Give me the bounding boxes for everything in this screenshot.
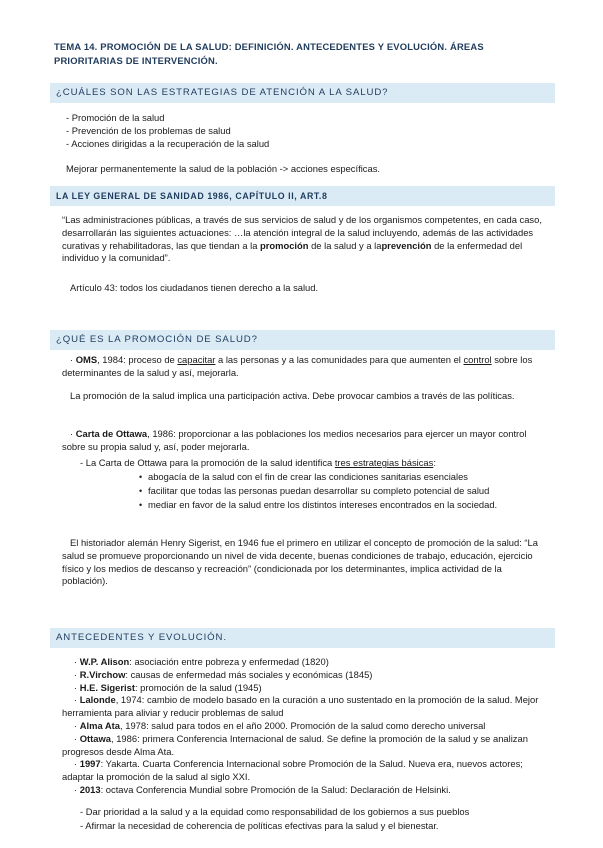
helsinki-point-2: - Afirmar la necesidad de coherencia de políticas efectivas para la salud y el bienestar. — [80, 820, 439, 831]
antecedentes-list — [62, 656, 552, 797]
section-heading-antecedentes: ANTECEDENTES Y EVOLUCIÓN. — [50, 628, 555, 648]
document-title: TEMA 14. PROMOCIÓN DE LA SALUD: DEFINICIÓN. ANTECEDENTES Y EVOLUCIÓN. ÁREAS PRIORITARIAS DE INTERVENCIÓN. — [54, 41, 484, 66]
list-item: - Promoción de la salud — [66, 112, 165, 123]
bullet-icon: • — [139, 472, 143, 482]
section-heading-ley-sanidad: LA LEY GENERAL DE SANIDAD 1986, CAPÍTULO II, ART.8 — [50, 186, 555, 206]
list-item: · H.E. Sigerist: promoción de la salud (1945) — [74, 681, 262, 693]
bullet-icon: • — [139, 500, 143, 510]
oms-definition: · OMS, 1984: proceso de capacitar a las personas y a las comunidades para que aumenten el control sobre los determinantes de la salud y así, mejorarla. — [62, 354, 533, 378]
ottawa-strategies-intro: - La Carta de Ottawa para la promoción de la salud identifica tres estrategias básicas: — [80, 457, 436, 468]
list-item: · Alma Ata, 1978: salud para todos en el año 2000. Promoción de la salud como derecho universal — [74, 719, 486, 731]
participacion-text: La promoción de la salud implica una participación activa. Debe provocar cambios a través de las políticas. — [70, 390, 515, 401]
helsinki-point-1: - Dar prioridad a la salud y a la equidad como responsabilidad de los gobiernos a sus pueblos — [80, 806, 470, 817]
section-heading-estrategias: ¿CUÁLES SON LAS ESTRATEGIAS DE ATENCIÓN A LA SALUD? — [50, 83, 555, 103]
list-item: · 1997: Yakarta. Cuarta Conferencia Internacional sobre Promoción de la Salud. Nueva era, nuevos actores; adaptar la promoción de la salud al siglo XXI. — [62, 758, 523, 783]
list-item: · R.Virchow: causas de enfermedad más sociales y económicas (1845) — [74, 668, 373, 680]
list-item: · 2013: octava Conferencia Mundial sobre Promoción de la Salud: Declaración de Helsinki. — [74, 783, 451, 795]
section-heading-promocion: ¿QUÉ ES LA PROMOCIÓN DE SALUD? — [50, 330, 555, 350]
ottawa-definition: · Carta de Ottawa, 1986: proporcionar a las poblaciones los medios necesarios para ejercer un mayor control sobre su propia salud y, así, poder mejorarla. — [62, 428, 527, 452]
list-item: · Lalonde, 1974: cambio de modelo basado en la curación a uno sustentado en la promoción de la salud. Mejor herramienta para aliviar y reducir problemas de salud — [62, 694, 539, 719]
list-item: • abogacía de la salud con el fin de crear las condiciones sanitarias esenciales — [139, 471, 468, 482]
list-item: · Ottawa, 1986: primera Conferencia Internacional de salud. Se define la promoción de la salud y se analizan progresos desde Alma Ata. — [62, 732, 528, 757]
bullet-icon: • — [139, 486, 143, 496]
sigerist-text: El historiador alemán Henry Sigerist, en 1946 fue el primero en utilizar el concepto de promoción de la salud: “La salud se promueve proporcionando un nivel de vida decente, buenas condiciones de trabajo, educación, ejercicio físico y los medios de descanso y recreación” (condicionada por los determinantes, implica actividad de la población). — [62, 537, 538, 587]
ley-quote: “Las administraciones públicas, a través de sus servicios de salud y de los organismos competentes, en cada caso, desarrollarán las siguientes actuaciones: …la atención integral de la salud incluyendo, además de las actividades curativas y rehabilitadoras, las que tiendan a la promoción de la salud y a laprevención de la enfermedad del individuo y la comunidad”. — [62, 214, 542, 264]
list-item: • facilitar que todas las personas puedan desarrollar su completo potencial de salud — [139, 485, 490, 496]
estrategias-list — [66, 112, 546, 150]
estrategias-summary: Mejorar permanentemente la salud de la población -> acciones específicas. — [66, 163, 380, 174]
articulo-43: Artículo 43: todos los ciudadanos tienen derecho a la salud. — [70, 282, 319, 293]
list-item: • mediar en favor de la salud entre los distintos intereses encontrados en la sociedad. — [139, 499, 498, 510]
list-item: - Prevención de los problemas de salud — [66, 124, 231, 136]
list-item: · W.P. Alison: asociación entre pobreza y enfermedad (1820) — [74, 656, 329, 667]
list-item: - Acciones dirigidas a la recuperación de la salud — [66, 137, 270, 149]
